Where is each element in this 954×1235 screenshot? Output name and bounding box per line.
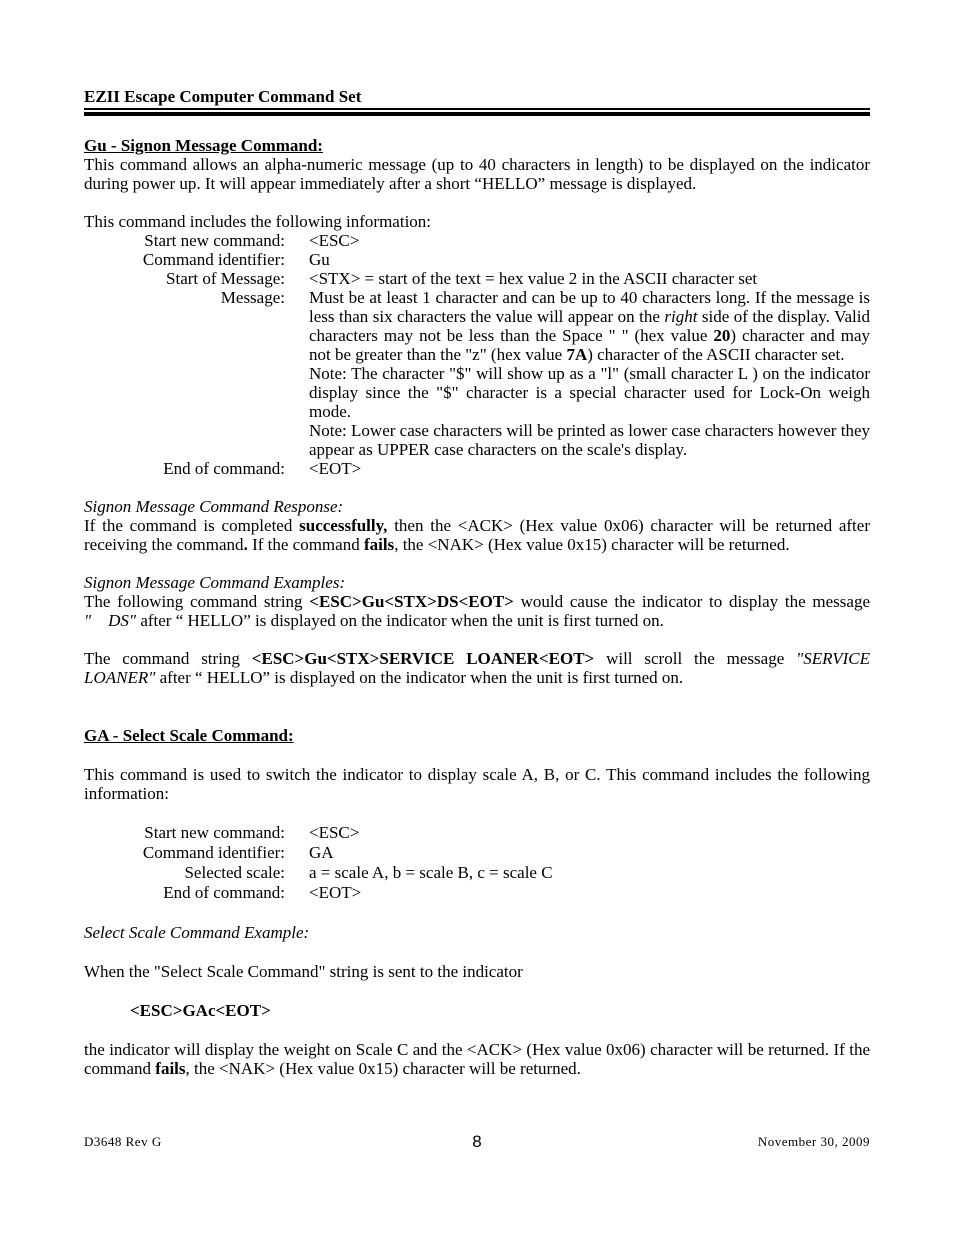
gu-message-paragraph: Must be at least 1 character and can be up to 40 characters long. If the message is less than six characters the value will appear on the right side of the display. Valid characters may not be less than the Space " " (hex value 20) character and may not be greater than the "z" (hex value 7A) character of the ASCII character set. [309, 288, 870, 364]
page-footer [84, 1132, 870, 1154]
gu-row-label: Start new command: [144, 231, 285, 250]
ga-command-table [84, 823, 870, 903]
gu-example-2: The command string <ESC>Gu<STX>SERVICE LOANER<EOT> will scroll the message "SERVICE LOANER" after “ HELLO” is displayed on the indicator when the unit is first turned on. [84, 649, 870, 687]
ga-intro-paragraph: This command is used to switch the indicator to display scale A, B, or C. This command includes the following information: [84, 765, 870, 803]
ga-row-label: Start new command: [144, 823, 285, 842]
ga-when-line: When the "Select Scale Command" string is sent to the indicator [84, 962, 523, 981]
ga-result-paragraph: the indicator will display the weight on Scale C and the <ACK> (Hex value 0x06) character will be returned. If the command fails, the <NAK> (Hex value 0x15) character will be returned. [84, 1040, 870, 1078]
gu-row-message [84, 288, 870, 459]
gu-row-end [84, 459, 870, 478]
ga-section-heading: GA - Select Scale Command: [84, 726, 294, 745]
gu-command-table [84, 231, 870, 478]
gu-row-label: Command identifier: [142, 250, 285, 269]
ga-row-value: a = scale A, b = scale B, c = scale C [309, 863, 553, 882]
gu-section-heading: Gu - Signon Message Command: [84, 136, 323, 155]
header-rule-thick [84, 112, 870, 116]
gu-message-description [309, 288, 870, 459]
footer-doc-id: D3648 Rev G [84, 1134, 162, 1149]
ga-row-label: Selected scale: [184, 863, 285, 882]
gu-response-title: Signon Message Command Response: [84, 497, 344, 516]
gu-row-start [84, 231, 870, 250]
ga-row-value: <ESC> [309, 823, 360, 842]
header-rule-thin [84, 108, 870, 110]
gu-row-label: End of command: [163, 459, 285, 478]
gu-example-1: The following command string <ESC>Gu<STX>DS<EOT> would cause the indicator to display the message " DS" after “ HELLO” is displayed on the indicator when the unit is first turned on. [84, 592, 870, 630]
ga-row-value: <EOT> [309, 883, 362, 902]
ga-row-label: Command identifier: [142, 843, 285, 862]
ga-row-value: GA [309, 843, 334, 862]
gu-note-lowercase: Note: Lower case characters will be printed as lower case characters however they appear as UPPER case characters on the scale's display. [309, 421, 870, 459]
gu-note-dollar: Note: The character "$" will show up as a "l" (small character L ) on the indicator display since the "$" character is a special character used for Lock-On weigh mode. [309, 364, 870, 421]
gu-examples-title: Signon Message Command Examples: [84, 573, 346, 592]
gu-row-value: <EOT> [309, 459, 362, 478]
ga-row-selected-scale [84, 863, 870, 883]
gu-row-start-of-message [84, 269, 870, 288]
ga-row-start [84, 823, 870, 843]
gu-intro-paragraph: This command allows an alpha-numeric message (up to 40 characters in length) to be displayed on the indicator during power up. It will appear immediately after a short “HELLO” message is displayed. [84, 155, 870, 193]
gu-row-value: <ESC> [309, 231, 360, 250]
gu-includes-line: This command includes the following information: [84, 212, 432, 231]
document-header-title: EZII Escape Computer Command Set [84, 87, 362, 106]
page-content [84, 136, 870, 1078]
gu-message-label: Message: [220, 288, 285, 307]
ga-row-end [84, 883, 870, 903]
footer-date: November 30, 2009 [757, 1134, 870, 1149]
ga-row-label: End of command: [163, 883, 285, 902]
gu-row-label: Start of Message: [166, 269, 285, 288]
gu-row-identifier [84, 250, 870, 269]
gu-row-value: <STX> = start of the text = hex value 2 in the ASCII character set [309, 269, 758, 288]
footer-page-number: 8 [472, 1132, 482, 1151]
ga-row-identifier [84, 843, 870, 863]
ga-example-title: Select Scale Command Example: [84, 923, 310, 942]
gu-row-value: Gu [309, 250, 330, 269]
gu-response-paragraph: If the command is completed successfully, then the <ACK> (Hex value 0x06) character will be returned after receiving the command. If the command fails, the <NAK> (Hex value 0x15) character will be returned. [84, 516, 870, 554]
ga-example-command: <ESC>GAc<EOT> [130, 1001, 271, 1020]
